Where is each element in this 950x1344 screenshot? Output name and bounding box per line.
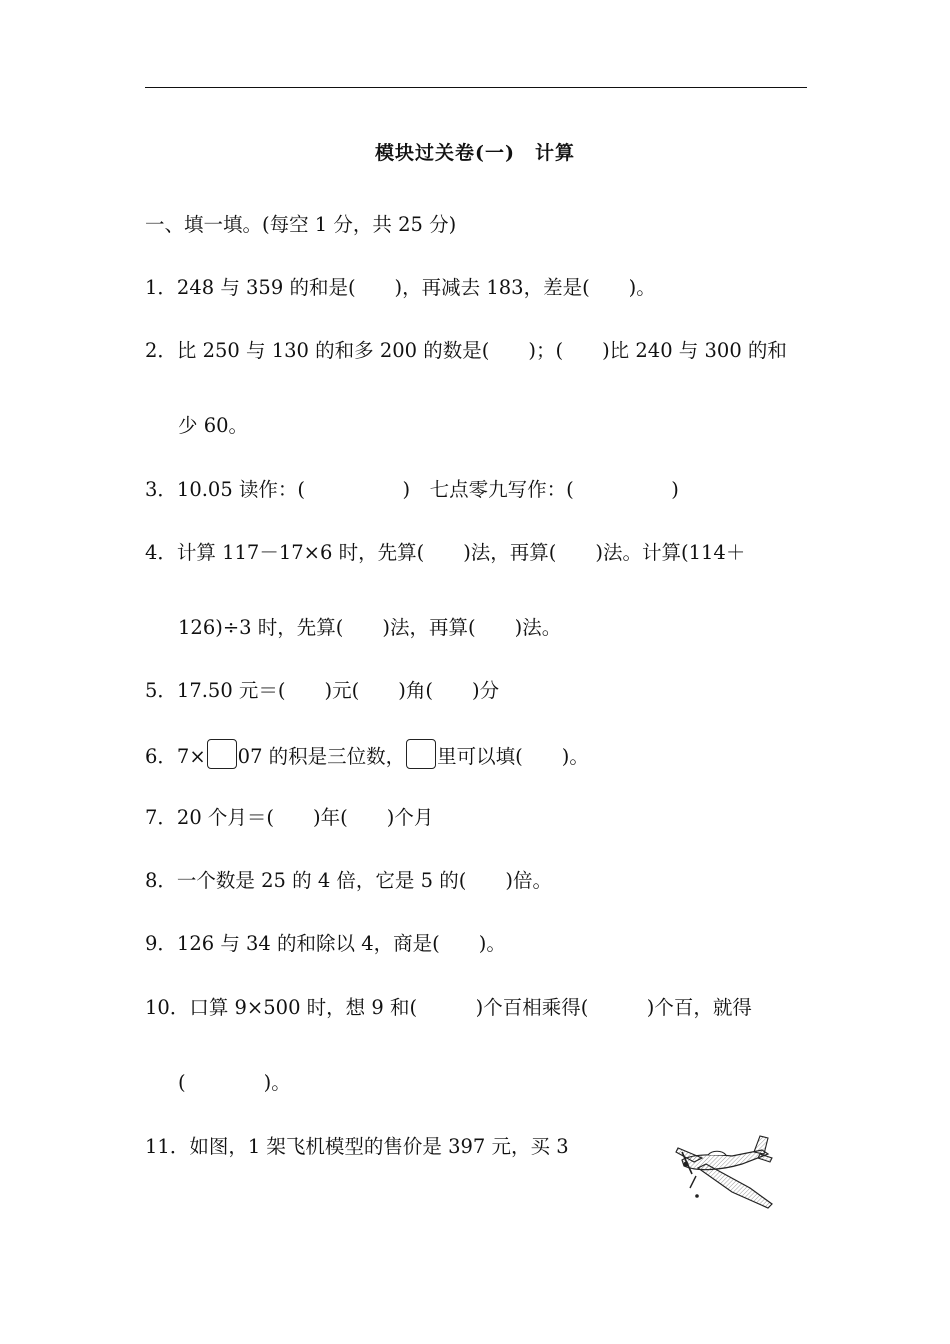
question-2-cont: 少 60。	[178, 414, 249, 437]
question-6	[145, 739, 589, 771]
page-title: 模块过关卷(一) 计算	[375, 142, 575, 164]
question-11: 11．如图，1 架飞机模型的售价是 397 元，买 3	[145, 1135, 569, 1158]
question-4: 4．计算 117－17×6 时，先算( )法，再算( )法。计算(114＋	[145, 541, 746, 564]
question-6-text-c: 里可以填( )。	[437, 745, 589, 768]
question-2: 2．比 250 与 130 的和多 200 的数是( )；( )比 240 与 300 的和	[145, 339, 787, 362]
question-3: 3．10.05 读作：( ) 七点零九写作：( )	[145, 478, 679, 501]
airplane-model-icon	[672, 1130, 780, 1212]
question-8: 8．一个数是 25 的 4 倍，它是 5 的( )倍。	[145, 869, 552, 892]
question-7: 7．20 个月＝( )年( )个月	[145, 806, 434, 829]
blank-box-1	[207, 739, 237, 769]
question-6-text-b: 07 的积是三位数，	[237, 745, 406, 768]
question-10-cont: ( )。	[178, 1071, 291, 1094]
top-rule	[145, 87, 807, 88]
question-5: 5．17.50 元＝( )元( )角( )分	[145, 679, 500, 702]
question-10: 10．口算 9×500 时，想 9 和( )个百相乘得( )个百，就得	[145, 996, 752, 1019]
question-4-cont: 126)÷3 时，先算( )法，再算( )法。	[178, 616, 562, 639]
question-6-text-a: 6．7×	[145, 745, 206, 768]
section-heading: 一、填一填。(每空 1 分，共 25 分)	[145, 213, 457, 236]
blank-box-2	[406, 739, 436, 769]
question-1: 1．248 与 359 的和是( )，再减去 183，差是( )。	[145, 276, 656, 299]
question-9: 9．126 与 34 的和除以 4，商是( )。	[145, 932, 506, 955]
